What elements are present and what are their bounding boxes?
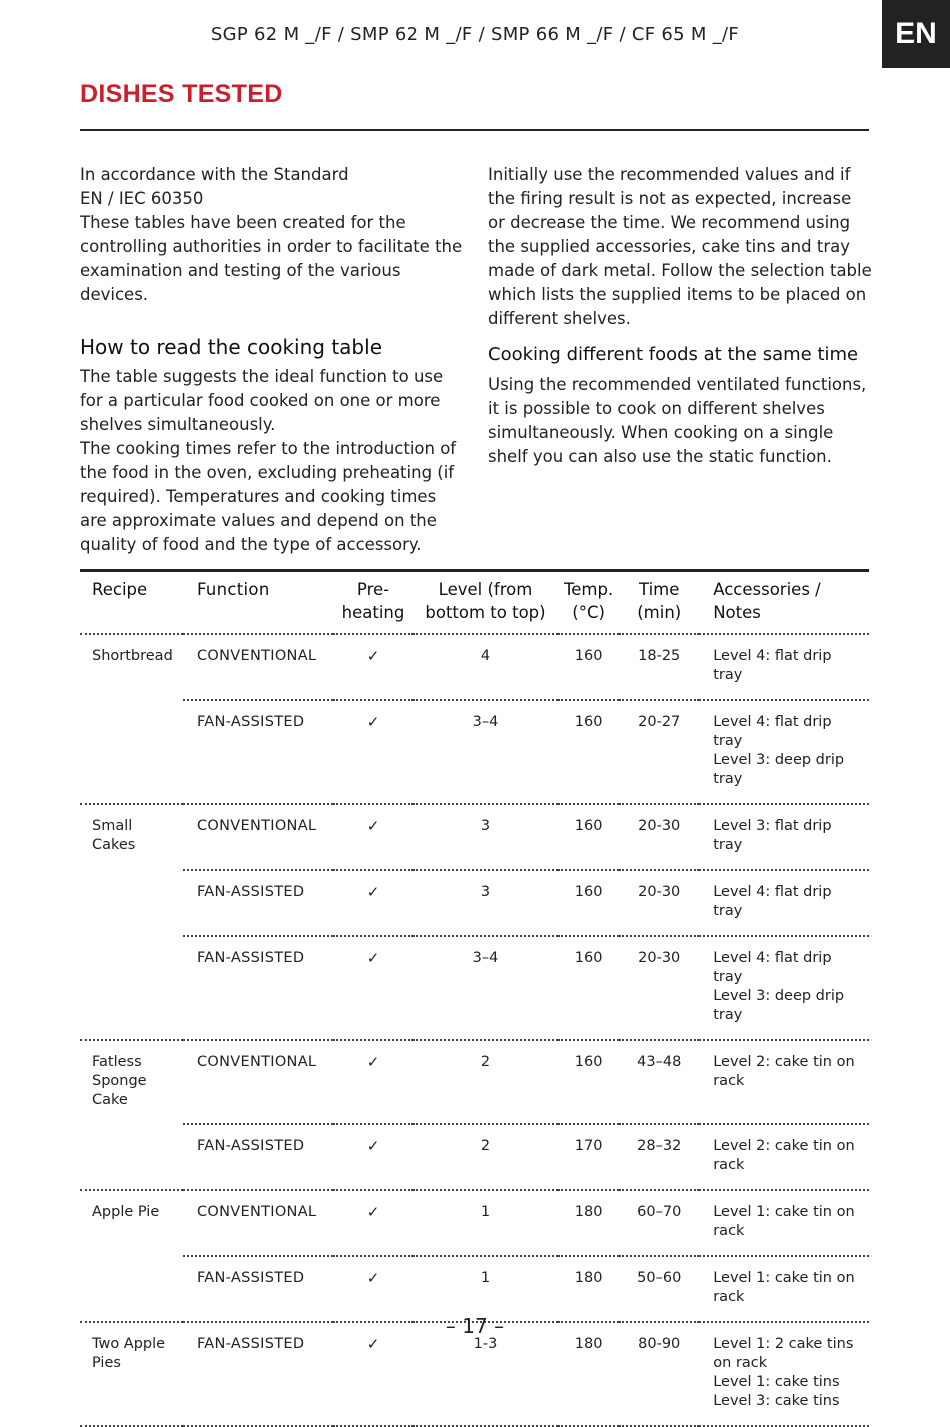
function-cell: CONVENTIONAL (183, 1040, 333, 1124)
model-header: SGP 62 M _/F / SMP 62 M _/F / SMP 66 M _/F / CF 65 M _/F (210, 24, 740, 45)
preheat-check-icon: ✓ (333, 1040, 413, 1124)
level-cell: 1-3 (413, 1322, 558, 1426)
header-function: Function (183, 571, 333, 635)
level-cell: 1 (413, 1190, 558, 1256)
table-row (80, 804, 869, 870)
accessories-cell: Level 3: flat drip tray (699, 804, 869, 870)
accessories-cell: Level 4: flat drip tray Level 3: deep drip tray (699, 936, 869, 1040)
function-cell: CONVENTIONAL (183, 634, 333, 700)
accessories-cell: Level 1: 2 cake tins on rack Level 1: cake tins Level 3: cake tins (699, 1322, 869, 1426)
preheat-check-icon: ✓ (333, 1256, 413, 1322)
preheat-check-icon: ✓ (333, 870, 413, 936)
preheat-check-icon: ✓ (333, 936, 413, 1040)
table-row (80, 936, 869, 1040)
accessories-cell: Level 4: flat drip tray (699, 870, 869, 936)
accessories-cell: Level 1: cake tin on rack (699, 1256, 869, 1322)
time-cell: 20-27 (619, 700, 699, 804)
time-cell: 50–60 (619, 1256, 699, 1322)
recipe-cell (80, 1256, 183, 1322)
accessories-cell: Level 2: cake tin on rack (699, 1040, 869, 1124)
function-cell: FAN-ASSISTED (183, 1124, 333, 1190)
page-title: DISHES TESTED (80, 80, 283, 108)
table-row (80, 1040, 869, 1124)
time-cell: 80-90 (619, 1322, 699, 1426)
level-cell: 3–4 (413, 700, 558, 804)
recipe-cell: Shortbread (92, 648, 173, 664)
intro-line-2: EN / IEC 60350 (80, 189, 204, 208)
temp-cell: 160 (558, 634, 619, 700)
section-heading-how-to-read: How to read the cooking table (80, 335, 382, 359)
preheat-check-icon: ✓ (333, 804, 413, 870)
temp-cell: 160 (558, 804, 619, 870)
preheat-check-icon: ✓ (333, 1124, 413, 1190)
preheat-check-icon: ✓ (333, 1322, 413, 1426)
function-cell: FAN-ASSISTED (183, 936, 333, 1040)
recipe-cell: Apple Pie (92, 1204, 160, 1220)
header-time: Time (min) (619, 571, 699, 635)
table-header-row (80, 571, 869, 635)
preheat-check-icon: ✓ (333, 634, 413, 700)
recipe-cell: Two Apple Pies (80, 1322, 183, 1426)
recommendation-paragraph: Initially use the recommended values and if the firing result is not as expected, increase or decrease the time. We recommend using the supplied accessories, cake tins and tray made of dark metal. Follow the selection table which lists the supplied items to be placed on different shelves. (488, 165, 872, 328)
preheat-check-icon: ✓ (333, 1190, 413, 1256)
level-cell: 1 (413, 1256, 558, 1322)
intro-line-1: In accordance with the Standard (80, 165, 349, 184)
table-row (80, 1256, 869, 1322)
language-badge: EN (882, 0, 950, 68)
level-cell: 2 (413, 1040, 558, 1124)
recipe-cell: Fatless Sponge Cake (92, 1054, 147, 1108)
header-level: Level (from bottom to top) (413, 571, 558, 635)
header-temperature: Temp. (°C) (558, 571, 619, 635)
level-cell: 2 (413, 1124, 558, 1190)
preheat-check-icon: ✓ (333, 700, 413, 804)
accessories-cell: Level 4: flat drip tray (699, 634, 869, 700)
time-cell: 20-30 (619, 804, 699, 870)
title-divider (80, 129, 869, 131)
header-recipe: Recipe (80, 571, 183, 635)
temp-cell: 160 (558, 936, 619, 1040)
table-row (80, 1124, 869, 1190)
temp-cell: 180 (558, 1322, 619, 1426)
function-cell: CONVENTIONAL (183, 1190, 333, 1256)
temp-cell: 180 (558, 1190, 619, 1256)
time-cell: 20-30 (619, 936, 699, 1040)
table-row (80, 870, 869, 936)
right-column (488, 163, 873, 469)
time-cell: 43–48 (619, 1040, 699, 1124)
section-heading-different-foods: Cooking different foods at the same time (488, 344, 859, 365)
function-cell: FAN-ASSISTED (183, 1256, 333, 1322)
header-preheating: Pre- heating (333, 571, 413, 635)
level-cell: 4 (413, 634, 558, 700)
temp-cell: 170 (558, 1124, 619, 1190)
intro-paragraph: These tables have been created for the controlling authorities in order to facilitate the examination and testing of the various devices. (80, 213, 463, 304)
body-paragraph-1: The table suggests the ideal function to use for a particular food cooked on one or more shelves simultaneously. (80, 367, 444, 434)
time-cell: 20-30 (619, 870, 699, 936)
function-cell: FAN-ASSISTED (183, 1322, 333, 1426)
level-cell: 3 (413, 804, 558, 870)
function-cell: FAN-ASSISTED (183, 700, 333, 804)
time-cell: 28–32 (619, 1124, 699, 1190)
recipe-cell (80, 1124, 183, 1190)
left-column (80, 163, 465, 557)
body-paragraph-2: The cooking times refer to the introduction of the food in the oven, excluding preheating (if required). Temperatures and cooking times are approximate values and depend on the quality of food and the type of accessory. (80, 439, 457, 554)
temp-cell: 160 (558, 870, 619, 936)
temp-cell: 160 (558, 700, 619, 804)
function-cell: CONVENTIONAL (183, 804, 333, 870)
cooking-table (80, 569, 869, 1427)
recipe-cell (80, 870, 183, 936)
table-row (80, 700, 869, 804)
time-cell: 60–70 (619, 1190, 699, 1256)
recipe-cell (80, 936, 183, 1040)
level-cell: 3 (413, 870, 558, 936)
table-row (80, 634, 869, 700)
accessories-cell: Level 4: flat drip tray Level 3: deep drip tray (699, 700, 869, 804)
recipe-cell (80, 700, 183, 804)
function-cell: FAN-ASSISTED (183, 870, 333, 936)
accessories-cell: Level 1: cake tin on rack (699, 1190, 869, 1256)
time-cell: 18-25 (619, 634, 699, 700)
temp-cell: 160 (558, 1040, 619, 1124)
recipe-cell: Small Cakes (92, 818, 136, 853)
table-row (80, 1190, 869, 1256)
header-accessories: Accessories / Notes (699, 571, 869, 635)
temp-cell: 180 (558, 1256, 619, 1322)
accessories-cell: Level 2: cake tin on rack (699, 1124, 869, 1190)
ventilated-paragraph: Using the recommended ventilated functions, it is possible to cook on different shelves simultaneously. When cooking on a single shelf you can also use the static function. (488, 375, 867, 466)
level-cell: 3–4 (413, 936, 558, 1040)
page-number: – 17 – (445, 1314, 505, 1338)
